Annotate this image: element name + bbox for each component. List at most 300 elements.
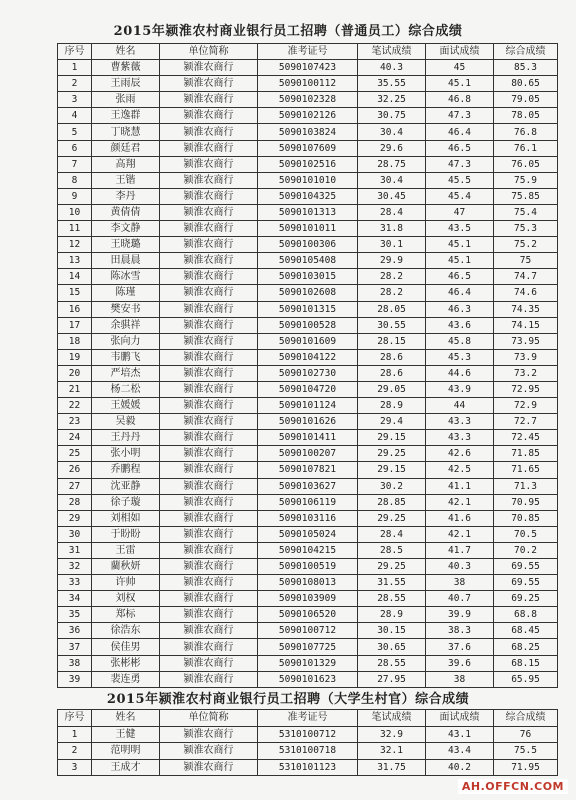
table-cell: 王晓璐: [92, 237, 160, 253]
table-cell: 45.5: [426, 172, 494, 188]
table-cell: 30.15: [358, 623, 426, 639]
table-cell: 于盼盼: [92, 526, 160, 542]
table-cell: 5310101123: [258, 759, 358, 776]
table-cell: 70.85: [494, 510, 558, 526]
table-cell: 颍淮农商行: [160, 607, 258, 623]
table-cell: 40.3: [358, 60, 426, 76]
table-cell: 颍淮农商行: [160, 60, 258, 76]
table-cell: 10: [58, 204, 92, 220]
table-cell: 颍淮农商行: [160, 221, 258, 237]
table-cell: 72.7: [494, 414, 558, 430]
table-cell: 30.65: [358, 639, 426, 655]
table-cell: 30.45: [358, 188, 426, 204]
table-cell: 75: [494, 253, 558, 269]
table-cell: 32.9: [358, 726, 426, 743]
table-cell: 13: [58, 253, 92, 269]
table-cell: 5090101626: [258, 414, 358, 430]
table-row: [58, 365, 558, 381]
table-cell: 颍淮农商行: [160, 726, 258, 743]
table-header-row: [58, 44, 558, 60]
table-cell: 45.3: [426, 349, 494, 365]
table-cell: 30.4: [358, 124, 426, 140]
table-cell: 颍淮农商行: [160, 591, 258, 607]
table-cell: 29.25: [358, 446, 426, 462]
table-row: [58, 237, 558, 253]
table-cell: 17: [58, 317, 92, 333]
table-cell: 颍淮农商行: [160, 759, 258, 776]
table-cell: 颍淮农商行: [160, 269, 258, 285]
table-cell: 23: [58, 414, 92, 430]
table-cell: 30.55: [358, 317, 426, 333]
table-cell: 颍淮农商行: [160, 140, 258, 156]
table-cell: 25: [58, 446, 92, 462]
table-cell: 颍淮农商行: [160, 575, 258, 591]
table-cell: 5090103909: [258, 591, 358, 607]
table-cell: 69.55: [494, 559, 558, 575]
table-cell: 颍淮农商行: [160, 317, 258, 333]
table-cell: 5090104325: [258, 188, 358, 204]
table-cell: 31: [58, 542, 92, 558]
table-cell: 杨二松: [92, 381, 160, 397]
table-cell: 许帅: [92, 575, 160, 591]
table-row: [58, 188, 558, 204]
table-row: [58, 759, 558, 776]
table-cell: 5090107423: [258, 60, 358, 76]
table-cell: 张小明: [92, 446, 160, 462]
table-cell: 45: [426, 60, 494, 76]
table-cell: 24: [58, 430, 92, 446]
table-cell: 73.95: [494, 333, 558, 349]
table-cell: 79.05: [494, 92, 558, 108]
table-cell: 29.15: [358, 462, 426, 478]
table-cell: 陈瑾: [92, 285, 160, 301]
table-cell: 5090104122: [258, 349, 358, 365]
column-header: 面试成绩: [426, 44, 494, 60]
table-cell: 颍淮农商行: [160, 76, 258, 92]
table-cell: 18: [58, 333, 92, 349]
table-cell: 74.7: [494, 269, 558, 285]
table-cell: 44.6: [426, 365, 494, 381]
table-cell: 28.2: [358, 269, 426, 285]
site-watermark: AH.OFFCN.COM: [458, 779, 568, 794]
table-cell: 38.3: [426, 623, 494, 639]
table-cell: 颍淮农商行: [160, 446, 258, 462]
table-row: [58, 269, 558, 285]
table-cell: 41.6: [426, 510, 494, 526]
table-cell: 颍淮农商行: [160, 743, 258, 760]
table-cell: 43.3: [426, 430, 494, 446]
table-cell: 沈亚静: [92, 478, 160, 494]
table-cell: 5090107821: [258, 462, 358, 478]
table-cell: 张雨: [92, 92, 160, 108]
table-cell: 28.15: [358, 333, 426, 349]
column-header: 准考证号: [258, 710, 358, 727]
table-cell: 5090105024: [258, 526, 358, 542]
table-cell: 8: [58, 172, 92, 188]
table-cell: 71.65: [494, 462, 558, 478]
table-cell: 73.2: [494, 365, 558, 381]
table-cell: 5090100306: [258, 237, 358, 253]
table-cell: 5090102730: [258, 365, 358, 381]
table-cell: 43.3: [426, 414, 494, 430]
table-cell: 5090107725: [258, 639, 358, 655]
table-cell: 侯佳男: [92, 639, 160, 655]
table-cell: 2: [58, 76, 92, 92]
table-row: [58, 494, 558, 510]
table-row: [58, 655, 558, 671]
table-cell: 72.95: [494, 381, 558, 397]
table-cell: 45.8: [426, 333, 494, 349]
table-cell: 46.5: [426, 269, 494, 285]
table-row: [58, 124, 558, 140]
table-row: [58, 542, 558, 558]
table-cell: 44: [426, 398, 494, 414]
table-cell: 张向力: [92, 333, 160, 349]
column-header: 单位简称: [160, 44, 258, 60]
table-cell: 68.8: [494, 607, 558, 623]
table-cell: 乔鹏程: [92, 462, 160, 478]
table-cell: 78.05: [494, 108, 558, 124]
table-cell: 29.05: [358, 381, 426, 397]
table-cell: 颍淮农商行: [160, 478, 258, 494]
table-cell: 王媛媛: [92, 398, 160, 414]
table-cell: 29.25: [358, 559, 426, 575]
table-cell: 28.4: [358, 204, 426, 220]
table-cell: 颍淮农商行: [160, 639, 258, 655]
table-cell: 74.6: [494, 285, 558, 301]
table-cell: 颍淮农商行: [160, 623, 258, 639]
table-title-regular-staff: 2015年颍淮农村商业银行员工招聘（普通员工）综合成绩: [113, 24, 463, 39]
table-cell: 36: [58, 623, 92, 639]
table-row: [58, 726, 558, 743]
table-row: [58, 172, 558, 188]
table-cell: 28.75: [358, 156, 426, 172]
table-cell: 76.05: [494, 156, 558, 172]
table-cell: 3: [58, 759, 92, 776]
table-cell: 5090103015: [258, 269, 358, 285]
table-row: [58, 333, 558, 349]
table-cell: 颍淮农商行: [160, 92, 258, 108]
table-cell: 郑标: [92, 607, 160, 623]
table-row: [58, 221, 558, 237]
table-cell: 80.65: [494, 76, 558, 92]
table-cell: 3: [58, 92, 92, 108]
table-cell: 徐浩东: [92, 623, 160, 639]
table-cell: 颍淮农商行: [160, 671, 258, 687]
table-cell: 5090100207: [258, 446, 358, 462]
table-cell: 5090101609: [258, 333, 358, 349]
table-cell: 76.8: [494, 124, 558, 140]
table-cell: 韦鹏飞: [92, 349, 160, 365]
table-cell: 47.3: [426, 156, 494, 172]
table-row: [58, 108, 558, 124]
table-cell: 43.4: [426, 743, 494, 760]
table-cell: 黄倩倩: [92, 204, 160, 220]
column-header: 单位简称: [160, 710, 258, 727]
table-row: [58, 639, 558, 655]
table-cell: 7: [58, 156, 92, 172]
table-cell: 70.2: [494, 542, 558, 558]
table-cell: 张彬彬: [92, 655, 160, 671]
table-cell: 71.85: [494, 446, 558, 462]
table-cell: 29.25: [358, 510, 426, 526]
table-cell: 46.8: [426, 92, 494, 108]
table-title-college-village-officials: 2015年颍淮农村商业银行员工招聘（大学生村官）综合成绩: [106, 692, 470, 707]
table-cell: 39.9: [426, 607, 494, 623]
table-row: [58, 591, 558, 607]
table-cell: 王健: [92, 726, 160, 743]
table-cell: 29.15: [358, 430, 426, 446]
table-row: [58, 253, 558, 269]
table-cell: 71.3: [494, 478, 558, 494]
table-row: [58, 60, 558, 76]
scores-table-regular-staff: [57, 43, 558, 688]
table-cell: 69.55: [494, 575, 558, 591]
table-cell: 王锴: [92, 172, 160, 188]
table-row: [58, 381, 558, 397]
table-row: [58, 140, 558, 156]
table-cell: 30.4: [358, 172, 426, 188]
table-cell: 5090103627: [258, 478, 358, 494]
table-row: [58, 510, 558, 526]
table-cell: 29.4: [358, 414, 426, 430]
table-cell: 33: [58, 575, 92, 591]
table-cell: 5090102126: [258, 108, 358, 124]
table-cell: 5090107609: [258, 140, 358, 156]
table-cell: 75.85: [494, 188, 558, 204]
table-cell: 颍淮农商行: [160, 188, 258, 204]
table-cell: 28.9: [358, 607, 426, 623]
table-cell: 颍淮农商行: [160, 365, 258, 381]
table-cell: 颍淮农商行: [160, 510, 258, 526]
table-cell: 42.1: [426, 494, 494, 510]
table-cell: 45.1: [426, 253, 494, 269]
table-row: [58, 671, 558, 687]
table-cell: 43.9: [426, 381, 494, 397]
table-cell: 王雷: [92, 542, 160, 558]
table-cell: 68.15: [494, 655, 558, 671]
table-cell: 75.4: [494, 204, 558, 220]
column-header: 准考证号: [258, 44, 358, 60]
table-cell: 22: [58, 398, 92, 414]
table-row: [58, 575, 558, 591]
table-cell: 5090101313: [258, 204, 358, 220]
column-header: 笔试成绩: [358, 710, 426, 727]
table-cell: 5090106119: [258, 494, 358, 510]
table-row: [58, 607, 558, 623]
table-cell: 5090100112: [258, 76, 358, 92]
table-row: [58, 414, 558, 430]
table-cell: 颍淮农商行: [160, 285, 258, 301]
table-cell: 85.3: [494, 60, 558, 76]
column-header: 序号: [58, 44, 92, 60]
table-cell: 46.4: [426, 124, 494, 140]
table-cell: 32.25: [358, 92, 426, 108]
table-cell: 30.2: [358, 478, 426, 494]
table-cell: 68.45: [494, 623, 558, 639]
table-cell: 颍淮农商行: [160, 124, 258, 140]
table-cell: 颍淮农商行: [160, 655, 258, 671]
table-cell: 田晨晨: [92, 253, 160, 269]
table-cell: 38: [426, 671, 494, 687]
table-cell: 70.95: [494, 494, 558, 510]
table-cell: 5310100718: [258, 743, 358, 760]
table-cell: 5090101315: [258, 301, 358, 317]
table-cell: 5090108013: [258, 575, 358, 591]
table-cell: 73.9: [494, 349, 558, 365]
table-row: [58, 349, 558, 365]
table-cell: 刘权: [92, 591, 160, 607]
table-cell: 31.75: [358, 759, 426, 776]
table-cell: 26: [58, 462, 92, 478]
table-cell: 5090103824: [258, 124, 358, 140]
table-cell: 75.5: [494, 743, 558, 760]
table-cell: 40.2: [426, 759, 494, 776]
table-cell: 颍淮农商行: [160, 398, 258, 414]
table-cell: 28.05: [358, 301, 426, 317]
table-cell: 42.6: [426, 446, 494, 462]
table-cell: 2: [58, 743, 92, 760]
table-cell: 30: [58, 526, 92, 542]
table-cell: 29.9: [358, 253, 426, 269]
table-cell: 颍淮农商行: [160, 156, 258, 172]
table-cell: 28.55: [358, 591, 426, 607]
table-cell: 45.1: [426, 237, 494, 253]
column-header: 面试成绩: [426, 710, 494, 727]
table-cell: 38: [58, 655, 92, 671]
table-cell: 37.6: [426, 639, 494, 655]
table-cell: 5090102328: [258, 92, 358, 108]
table-cell: 28.55: [358, 655, 426, 671]
table-cell: 29.6: [358, 140, 426, 156]
table-row: [58, 462, 558, 478]
table-cell: 32.1: [358, 743, 426, 760]
table-cell: 28: [58, 494, 92, 510]
table-cell: 72.9: [494, 398, 558, 414]
table-cell: 5090104720: [258, 381, 358, 397]
table-cell: 28.9: [358, 398, 426, 414]
table-cell: 藺秋妍: [92, 559, 160, 575]
table-cell: 5090106520: [258, 607, 358, 623]
table-cell: 5090105408: [258, 253, 358, 269]
table-cell: 15: [58, 285, 92, 301]
table-cell: 46.4: [426, 285, 494, 301]
table-cell: 65.95: [494, 671, 558, 687]
table-header-row: [58, 710, 558, 727]
table-cell: 颍淮农商行: [160, 542, 258, 558]
table-cell: 45.1: [426, 76, 494, 92]
table-row: [58, 478, 558, 494]
table-cell: 19: [58, 349, 92, 365]
table-cell: 47: [426, 204, 494, 220]
table-cell: 74.35: [494, 301, 558, 317]
table-cell: 42.1: [426, 526, 494, 542]
table-cell: 28.6: [358, 365, 426, 381]
table-cell: 李丹: [92, 188, 160, 204]
table-cell: 30.1: [358, 237, 426, 253]
table-cell: 王逸群: [92, 108, 160, 124]
table-cell: 李文静: [92, 221, 160, 237]
table-cell: 刘相如: [92, 510, 160, 526]
table-cell: 28.5: [358, 542, 426, 558]
table-row: [58, 156, 558, 172]
table-row: [58, 623, 558, 639]
table-cell: 41.1: [426, 478, 494, 494]
table-cell: 43.6: [426, 317, 494, 333]
table-cell: 颍淮农商行: [160, 381, 258, 397]
table-cell: 70.5: [494, 526, 558, 542]
table-cell: 75.9: [494, 172, 558, 188]
column-header: 综合成绩: [494, 44, 558, 60]
table-cell: 颍淮农商行: [160, 253, 258, 269]
table-cell: 王成才: [92, 759, 160, 776]
table-cell: 5090101329: [258, 655, 358, 671]
table-cell: 38: [426, 575, 494, 591]
table-cell: 31.55: [358, 575, 426, 591]
table-cell: 14: [58, 269, 92, 285]
table-cell: 5310100712: [258, 726, 358, 743]
table-cell: 27.95: [358, 671, 426, 687]
table-cell: 5090101124: [258, 398, 358, 414]
table-cell: 37: [58, 639, 92, 655]
table-row: [58, 559, 558, 575]
table-cell: 1: [58, 60, 92, 76]
scores-table-village-officials: [57, 709, 558, 776]
table-cell: 4: [58, 108, 92, 124]
table-cell: 46.5: [426, 140, 494, 156]
table-cell: 5090102608: [258, 285, 358, 301]
table-cell: 47.3: [426, 108, 494, 124]
table-cell: 71.95: [494, 759, 558, 776]
table-row: [58, 446, 558, 462]
table-cell: 严培杰: [92, 365, 160, 381]
table-cell: 72.45: [494, 430, 558, 446]
table-cell: 5090102516: [258, 156, 358, 172]
table-cell: 吴毅: [92, 414, 160, 430]
table-cell: 21: [58, 381, 92, 397]
column-header: 笔试成绩: [358, 44, 426, 60]
table-cell: 5090101623: [258, 671, 358, 687]
table-cell: 颍淮农商行: [160, 349, 258, 365]
table-cell: 颍淮农商行: [160, 301, 258, 317]
table-cell: 39: [58, 671, 92, 687]
table-cell: 74.15: [494, 317, 558, 333]
table-cell: 75.3: [494, 221, 558, 237]
table-cell: 42.5: [426, 462, 494, 478]
table-cell: 颍淮农商行: [160, 414, 258, 430]
table-cell: 余骐祥: [92, 317, 160, 333]
column-header: 综合成绩: [494, 710, 558, 727]
table-cell: 丁晓慧: [92, 124, 160, 140]
table-row: [58, 317, 558, 333]
table-cell: 31.8: [358, 221, 426, 237]
column-header: 姓名: [92, 710, 160, 727]
table-cell: 王雨辰: [92, 76, 160, 92]
table-cell: 5090100528: [258, 317, 358, 333]
table-cell: 45.4: [426, 188, 494, 204]
table-cell: 11: [58, 221, 92, 237]
table-cell: 5090104215: [258, 542, 358, 558]
table-cell: 樊安书: [92, 301, 160, 317]
table-cell: 颍淮农商行: [160, 462, 258, 478]
table-cell: 46.3: [426, 301, 494, 317]
table-row: [58, 743, 558, 760]
table-cell: 徐子璇: [92, 494, 160, 510]
table-cell: 颍淮农商行: [160, 204, 258, 220]
table-cell: 颍淮农商行: [160, 333, 258, 349]
table-cell: 高翔: [92, 156, 160, 172]
table-cell: 28.85: [358, 494, 426, 510]
